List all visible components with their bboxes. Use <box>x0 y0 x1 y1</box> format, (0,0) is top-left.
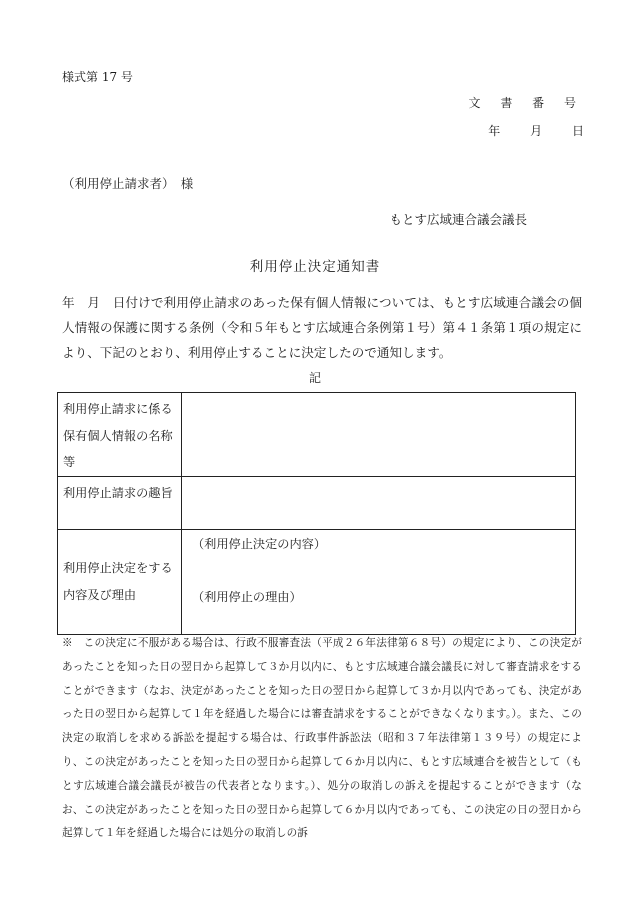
body-paragraph: 年 月 日付けで利用停止請求のあった保有個人情報については、もとす広域連合議会の個人情報の保護に関する条例（令和５年もとす広域連合条例第１号）第４１条第１項の規定により、下記のとおり、利用停止することに決定したので通知します。 <box>62 295 582 360</box>
table-row <box>58 476 576 529</box>
recipient: （利用停止請求者） 様 <box>62 176 194 191</box>
row-value-decision-reason <box>182 529 576 634</box>
row-label-info-name: 利用停止請求に係る保有個人情報の名称等 <box>58 393 182 477</box>
row-value-info-name <box>182 393 576 477</box>
decision-content-label: （利用停止決定の内容） <box>192 536 327 551</box>
document-title: 利用停止決定通知書 <box>249 259 381 275</box>
form-number: 様式第 17 号 <box>62 70 133 84</box>
document-number-label: 文 書 番 号 <box>468 96 584 110</box>
row-value-request-purpose <box>182 476 576 529</box>
sender: もとす広域連合議会議長 <box>389 212 527 227</box>
date-day-label: 日 <box>571 124 584 138</box>
date-month-label: 月 <box>530 124 543 138</box>
table-row <box>58 529 576 634</box>
appeal-notice: ※ この決定に不服がある場合は、行政不服審査法（平成２６年法律第６８号）の規定により、この決定があったことを知った日の翌日から起算して３か月以内に、もとす広域連合議会議長に対して審査請求をすることができます（なお、決定があったことを知った日の翌日から起算して３か月以内であっても、決定があった日の翌日から起算して１年を経過した場合には審査請求をすることができなくなります。）。また、この決定の取消しを求める訴訟を提起する場合は、行政事件訴訟法（昭和３７年法律第１３９号）の規定により、この決定があったことを知った日の翌日から起算して６か月以内に、もとす広域連合を被告として（もとす広域連合議会議長が被告の代表者となります。）、処分の取消しの訴えを提起することができます（なお、この決定があったことを知った日の翌日から起算して６か月以内であっても、この決定の日の翌日から起算して１年を経過した場合には処分の取消しの訴 <box>62 637 582 840</box>
detail-table <box>57 392 576 635</box>
row-label-request-purpose: 利用停止請求の趣旨 <box>58 476 182 529</box>
row-label-decision-reason: 利用停止決定をする内容及び理由 <box>58 529 182 634</box>
date-line <box>462 122 584 139</box>
date-year-label: 年 <box>488 124 501 138</box>
decision-reason-label: （利用停止の理由） <box>192 589 302 604</box>
record-mark: 記 <box>308 371 321 385</box>
table-row <box>58 393 576 477</box>
